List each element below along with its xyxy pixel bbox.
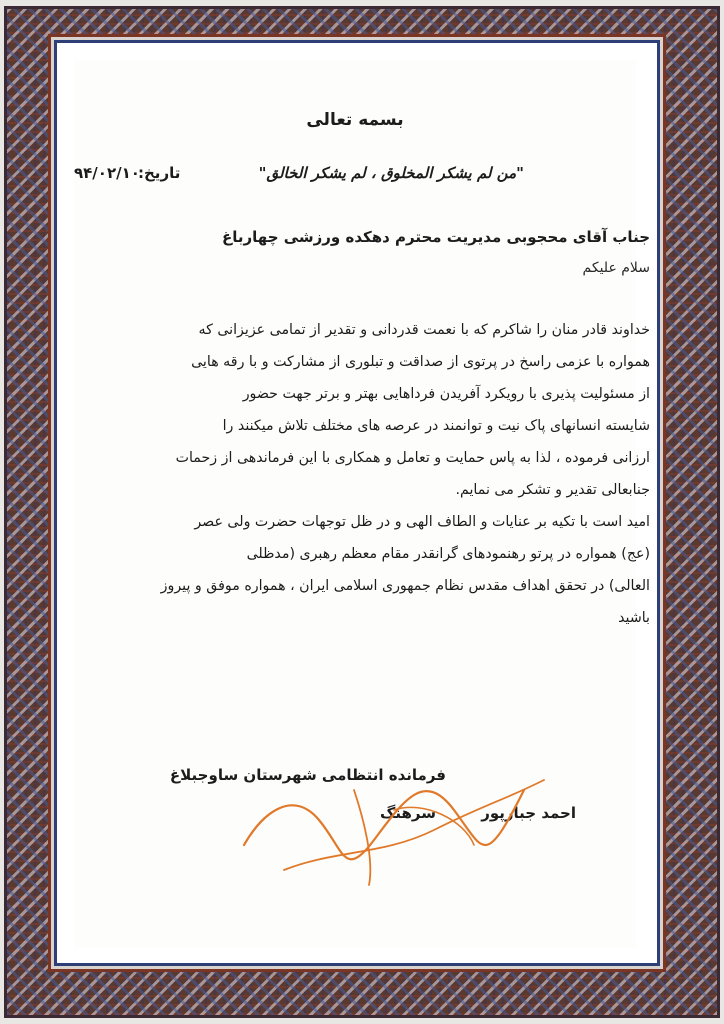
salutation: سلام علیکم — [582, 260, 650, 276]
gratitude-quote: "من لم یشکر المخلوق ، لم یشکر الخالق" — [258, 164, 524, 182]
body-line: جنابعالی تقدیر و تشکر می نمایم. — [455, 482, 650, 498]
date-value: ۹۴/۰۲/۱۰ — [74, 164, 140, 182]
certificate-paper — [74, 60, 650, 948]
handwritten-signature — [224, 750, 554, 890]
body-line: (عج) همواره در پرتو رهنمودهای گرانقدر مقام معظم رهبری (مدظلی — [246, 546, 650, 562]
body-line: ارزانی فرموده ، لذا به پاس حمایت و تعامل و همکاری با این فرماندهی از زحمات — [175, 450, 650, 466]
date-label: تاریخ: — [138, 164, 181, 182]
body-line: شایسته انسانهای پاک نیت و توانمند در عرصه های مختلف تلاش میکنند را — [222, 418, 650, 434]
signatory-rank-text: سرهنگ — [380, 804, 436, 822]
body-line: همواره با عزمی راسخ در پرتوی از صداقت و تبلوری از مشارکت و با رقه هایی — [191, 354, 650, 370]
body-line: از مسئولیت پذیری با رویکرد آفریدن فرداهایی بهتر و برتر جهت حضور — [242, 386, 650, 402]
body-line: خداوند قادر منان را شاکرم که با نعمت قدردانی و تقدیر از تمامی عزیزانی که — [198, 322, 650, 338]
body-line: العالی) در تحقق اهداف مقدس نظام جمهوری اسلامی ایران ، همواره موفق و پیروز — [160, 578, 650, 594]
letter-body — [90, 314, 650, 634]
addressee: جناب آقای محجوبی مدیریت محترم دهکده ورزشی چهارباغ — [222, 228, 650, 246]
signatory-title: فرمانده انتظامی شهرستان ساوجبلاغ — [169, 766, 446, 784]
body-line: باشید — [618, 610, 650, 626]
body-line: امید است با تکیه بر عنایات و الطاف الهی و در ظل توجهات حضرت ولی عصر — [194, 514, 650, 530]
signatory-name-text: احمد جبارپور — [481, 804, 576, 822]
header-bismillah: بسمه تعالی — [306, 110, 404, 130]
